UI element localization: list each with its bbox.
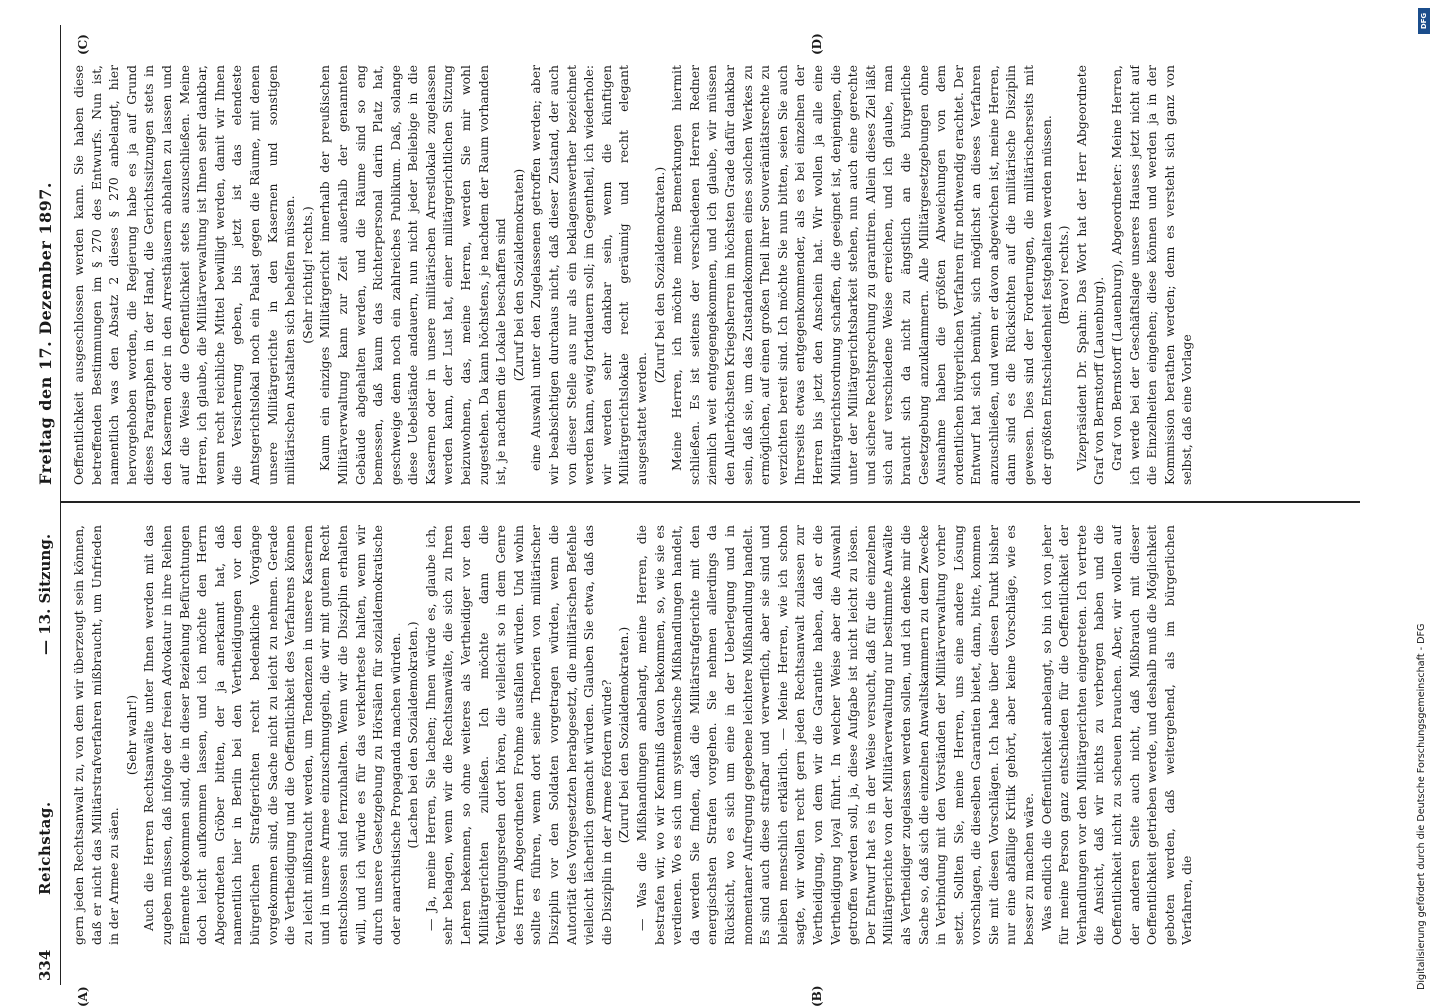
paragraph: (Sehr richtig! rechts.) (299, 65, 317, 485)
rotated-page (30, 25, 1380, 985)
paragraph: Graf von Bernstorff (Lauenburg), Abgeordneter: Meine Herren, ich werde bei der Geschäftslage unseres Hauses jetzt nicht auf die Einzelheiten eingehen; diese können und werden ja in der Kommission berathen werden; denn es versteht sich ganz von selbst, daß eine Vorlage (1108, 65, 1196, 485)
credit-strip (1414, 10, 1428, 990)
page-number: 334 (36, 950, 54, 981)
marker-a: (A) (76, 986, 90, 1007)
paragraph: (Zuruf bei den Sozialdemokraten.) (615, 525, 633, 945)
dfg-logo-text: DFG (1420, 13, 1428, 29)
paragraph: eine Auswahl unter den Zugelassenen getroffen werden; aber wir beabsichtigen durchaus nicht, daß dieser Zustand, der auch von dieser Stelle aus nur als ein beklagenswerther bezeichnet werden kann, ewig fortdauern soll; im Gegentheil, ich wiederhole: wir werden sehr dankbar sein, wenn die künftigen Militärgerichtslokale recht geräumig und recht elegant ausgestattet werden. (527, 65, 650, 485)
paragraph: Meine Herren, ich möchte meine Bemerkungen hiermit schließen. Es ist seitens der verschiedenen Herren Redner ziemlich weit entgegengekommen, und ich glaube, wir müssen den Allerhöchsten Kriegsherren im höchsten Grade dafür dankbar sein, daß sie, um das Zustandekommen eines solchen Werkes zu ermöglichen, auf einen großen Theil ihrer Souveränitätsrechte zu verzichten bereit sind. Ich möchte Sie nun bitten, seien Sie auch Ihrerseits etwas entgegenkommender, als es bei einzelnen der Herren bis jetzt den Anschein hat. Wir wollen ja alle eine Militärgerichtsordnung schaffen, die geeignet ist, denjenigen, die unter der Militärgerichtsbarkeit stehen, nun auch eine gerechte und sichere Rechtsprechung zu garantiren. Allein dieses Ziel läßt sich auf verschiedene Weise erreichen, und ich glaube, man braucht sich da nicht zu ängstlich an die bürgerliche Gesetzgebung anzuklammern. Alle Militärgesetzgebungen ohne Ausnahme haben die größten Abweichungen von dem ordentlichen bürgerlichen Verfahren für nothwendig erachtet. Der Entwurf hat sich bemüht, sich möglichst an dieses Verfahren anzuschließen, und wenn er davon abgewichen ist, meine Herren, dann sind es die Rücksichten auf die militärische Disziplin gewesen. Dies sind der Forderungen, die militärischerseits mit der größten Entschiedenheit festgehalten werden müssen. (668, 65, 1055, 485)
header-title: Reichstag. (36, 801, 54, 895)
paragraph: Kaum ein einziges Militärgericht innerhalb der preußischen Militärverwaltung kann zur Zeit außerhalb der genannten Gebäude abgehalten werden, und die Räume sind so eng bemessen, daß kaum das Richterpersonal darin Platz hat, geschweige denn noch ein zahlreiches Publikum. Daß, solange diese Uebelstände andauern, nun nicht jeder Beliebige in die Kasernen oder in unsere militärischen Arrestlokale zugelassen werden kann, der Lust hat, einer militärgerichtlichen Sitzung beizuwohnen, das, meine Herren, werden Sie mir wohl zugestehen. Da kann höchstens, je nachdem der Raum vorhanden ist, je nachdem die Lokale beschaffen sind (316, 65, 510, 485)
paragraph: (Sehr wahr!) (123, 525, 141, 945)
paragraph: — Ja, meine Herren, Sie lachen; Ihnen würde es, glaube ich, sehr behagen, wenn wir die Rechtsanwälte, die sich zu Ihren Lehren bekennen, so ohne weiteres als Vertheidiger vor den Militärgerichten zuließen. Ich möchte dann die Vertheidigungsreden dort hören, die vielleicht so in dem Genre des Herrn Abgeordneten Frohme ausfallen würden. Und wohin sollte es führen, wenn dort seine Theorien von militärischer Disziplin vor den Soldaten vorgetragen würden, wenn die Autorität des Vorgesetzten herabgesetzt, die militärischen Befehle vielleicht lächerlich gemacht würden. Glauben Sie etwa, daß das die Disziplin in der Armee fördern würde? (422, 525, 616, 945)
marker-c: (C) (76, 34, 90, 55)
paragraph: — Was die Mißhandlungen anbelangt, meine Herren, die bestrafen wir, wo wir Kenntniß davon bekommen, so, wie sie es verdienen. Wo es sich um systematische Mißhandlungen handelt, da werden Sie finden, daß die Militärstrafgerichte mit den energischsten Strafen vorgehen. Sie nehmen allerdings da Rücksicht, wo es sich um eine in der Ueberlegung und in momentaner Aufregung gegebene leichtere Mißhandlung handelt. Es sind auch diese strafbar und verwerflich, aber sie sind und bleiben menschlich erklärlich. — Meine Herren, wie ich schon sagte, wir wollen recht gern jeden Rechtsanwalt zulassen zur Vertheidigung, von dem wir die Garantie haben, daß er die Vertheidigung loyal führt. In welcher Weise aber die Auswahl getroffen werden soll, ja, diese Aufgabe ist nicht leicht zu lösen. Der Entwurf hat es in der Weise versucht, daß für die einzelnen Militärgerichte von der Militärverwaltung nur bestimmte Anwälte als Vertheidiger zugelassen werden sollen, und ich denke mir die Sache so, daß sich die einzelnen Anwaltskammern zu dem Zwecke in Verbindung mit den Vorständen der Militärverwaltung vorher setzt. Sollten Sie, meine Herren, uns eine andere Lösung vorschlagen, die dieselben Garantien bietet, dann, bitte, kommen Sie mit diesen Vorschlägen. Ich habe über diesen Punkt bisher nur eine abfällige Kritik gehört, aber keine Vorschläge, wie es besser zu machen wäre. (633, 525, 1038, 945)
paragraph: (Bravo! rechts.) (1055, 65, 1073, 485)
paragraph: gern jeden Rechtsanwalt zu, von dem wir überzeugt sein können, daß er nicht das Militärstrafverfahren mißbraucht, um Unfrieden in der Armee zu säen. (70, 525, 123, 945)
right-column (70, 65, 1360, 485)
left-column (70, 525, 1360, 945)
paragraph: Was endlich die Oeffentlichkeit anbelangt, so bin ich von jeher für meine Person ganz entschieden für die Oeffentlichkeit der Verhandlungen vor den Militärgerichten eingetreten. Ich vertrete die Ansicht, daß wir nichts zu verbergen haben und die Oeffentlichkeit nicht zu scheuen brauchen. Aber, wir wollen auf der anderen Seite auch nicht, daß Mißbrauch mit dieser Oeffentlichkeit getrieben werde, und deshalb muß die Möglichkeit geboten werden, daß weitergehend, als im bürgerlichen Verfahren, die (1038, 525, 1196, 945)
paragraph: Auch die Herren Rechtsanwälte unter Ihnen werden mit das zugeben müssen, daß infolge der freien Advokatur in ihre Reihen Elemente gekommen sind, die in dieser Beziehung Befürchtungen doch leicht aufkommen lassen, und ich möchte den Herrn Abgeordneten Gröber bitten, der ja anerkannt hat, daß namentlich hier in Berlin bei den Vertheidigungen vor den bürgerlichen Strafgerichten recht bedenkliche Vorgänge vorgekommen sind, die Sache nicht zu leicht zu nehmen. Gerade die Vertheidigung und die Oeffentlichkeit des Verfahrens können zu leicht mißbraucht werden, um Tendenzen in unsere Kasernen und in unsere Armee einzuschmuggeln, die wir mit gutem Recht entschlossen sind fernzuhalten. Wenn wir die Disziplin erhalten will, und ich würde es für das verkehrteste halten, wenn wir durch unsere Gesetzgebung zu Hörsälen für sozialdemokratische oder anarchistische Propaganda machen würden. (140, 525, 404, 945)
header-session: — 13. Sitzung. (36, 534, 54, 655)
paragraph: (Zuruf bei den Sozialdemokraten.) (651, 65, 669, 485)
paragraph: (Zuruf bei den Sozialdemokraten) (510, 65, 528, 485)
paragraph: Oeffentlichkeit ausgeschlossen werden kann. Sie haben diese betreffenden Bestimmungen im § 270 des Entwurfs. Nun ist, namentlich was den Absatz 2 dieses § 270 anbelangt, hier hervorgehoben worden, die Regierung habe es ja auf Grund dieses Paragraphen in der Hand, die Gerichtssitzungen stets in den Kasernen oder in den Arresthäusern abhalten zu lassen und auf die Weise die Oeffentlichkeit stets auszuschließen. Meine Herren, ich glaube, die Militärverwaltung ist Ihnen sehr dankbar, wenn recht reichliche Mittel bewilligt werden, damit wir Ihnen die Versicherung geben, bis jetzt ist das elendeste Amtsgerichtslokal noch ein Palast gegen die Räume, mit denen unsere Militärgerichte in den Kasernen und sonstigen militärischen Anstalten sich behelfen müssen. (70, 65, 299, 485)
paragraph: Vizepräsident Dr. Spahn: Das Wort hat der Herr Abgeordnete Graf von Bernstorff (Lauenburg). (1073, 65, 1108, 485)
header-date: Freitag den 17. Dezember 1897. (36, 182, 55, 485)
marker-d: (D) (810, 33, 824, 55)
column-divider (60, 502, 1360, 504)
dfg-credit: Digitalisierung gefördert durch die Deutsche Forschungsgemeinschaft - DFG (1416, 30, 1427, 990)
marker-b: (B) (810, 986, 824, 1007)
dfg-logo (1418, 8, 1430, 34)
paragraph: (Lachen bei den Sozialdemokraten.) (404, 525, 422, 945)
page-header (30, 25, 60, 985)
header-rule (60, 25, 61, 985)
